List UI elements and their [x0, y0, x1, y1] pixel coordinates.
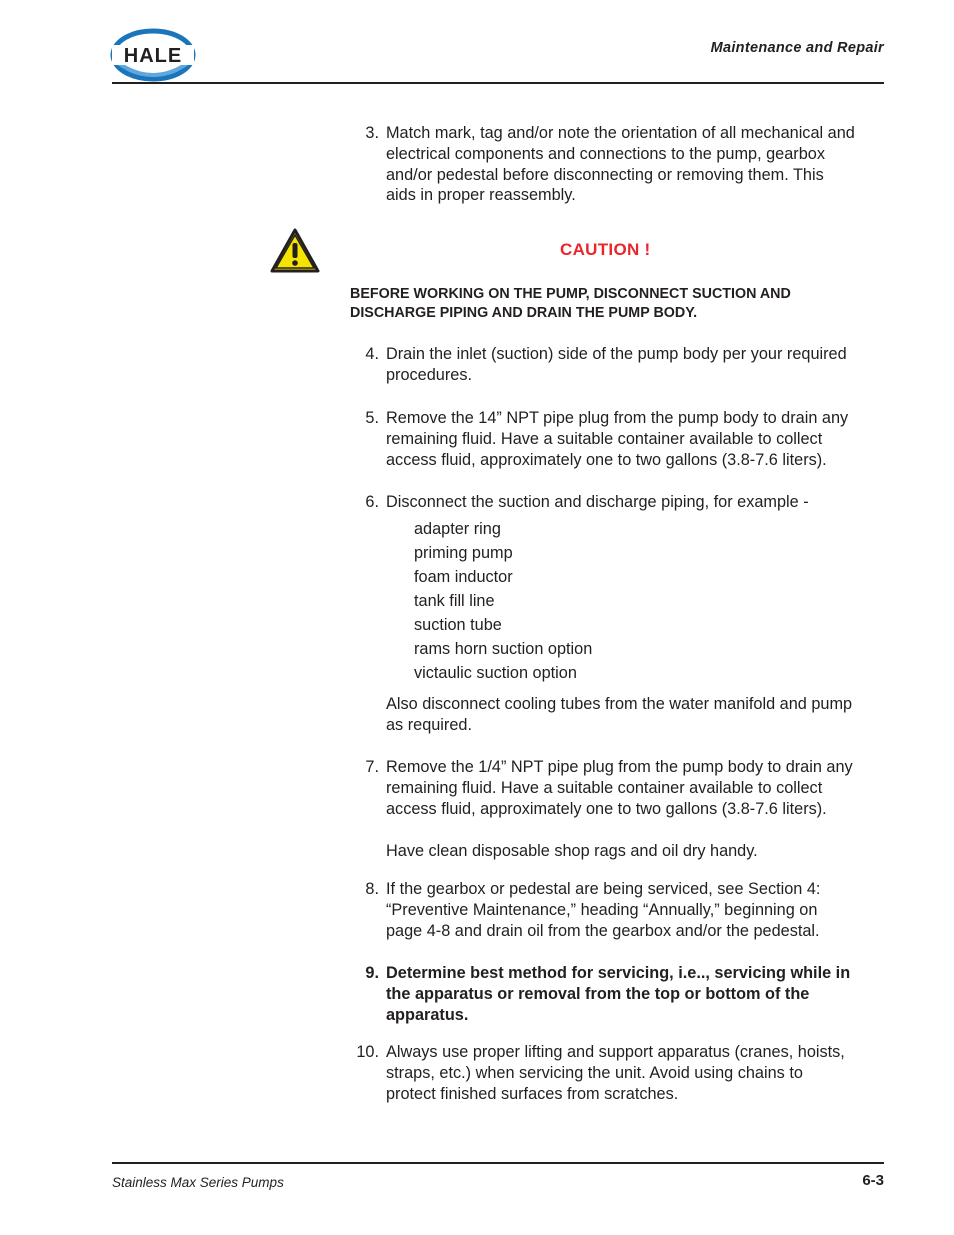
caution-title: CAUTION ! — [560, 240, 651, 259]
step-line: the apparatus or removal from the top or bottom of the — [386, 984, 810, 1003]
footer-rule — [112, 1162, 884, 1164]
list-item: victaulic suction option — [414, 664, 577, 682]
step-line: Determine best method for servicing, i.e.., servicing while in — [386, 964, 851, 982]
step-line: “Preventive Maintenance,” heading “Annually,” beginning on — [386, 900, 818, 919]
step-9 — [365, 963, 886, 1025]
caution-line: BEFORE WORKING ON THE PUMP, DISCONNECT SUCTION AND — [350, 286, 791, 302]
step-number: 10. — [356, 1043, 379, 1061]
hale-logo — [110, 27, 196, 83]
step-3 — [365, 123, 886, 206]
step-4 — [365, 344, 886, 386]
step-number: 6. — [365, 493, 379, 511]
caution-line: DISCHARGE PIPING AND DRAIN THE PUMP BODY. — [350, 305, 698, 321]
list-item: suction tube — [414, 616, 502, 634]
step-line: page 4-8 and drain oil from the gearbox and/or the pedestal. — [386, 921, 820, 940]
piping-list — [414, 517, 592, 685]
step-line: and/or pedestal before disconnecting or removing them. This — [386, 165, 824, 184]
step-line: Drain the inlet (suction) side of the pump body per your required — [386, 345, 847, 363]
caution-text — [350, 285, 870, 323]
step-line: Match mark, tag and/or note the orientation of all mechanical and — [386, 124, 855, 142]
step-number: 7. — [365, 758, 379, 776]
step-7 — [365, 757, 886, 819]
list-item: foam inductor — [414, 568, 513, 586]
step-line: Remove the 1/4” NPT pipe plug from the pump body to drain any — [386, 758, 853, 776]
step-number: 8. — [365, 880, 379, 898]
step-5 — [365, 408, 886, 470]
step-line: protect finished surfaces from scratches. — [386, 1084, 679, 1103]
step-line: remaining fluid. Have a suitable container available to collect — [386, 429, 823, 448]
step-line: access fluid, approximately one to two gallons (3.8-7.6 liters). — [386, 799, 827, 818]
note-line: as required. — [386, 715, 472, 734]
step-line: electrical components and connections to the pump, gearbox — [386, 144, 825, 163]
step-number: 4. — [365, 345, 379, 363]
step-line: remaining fluid. Have a suitable container available to collect — [386, 778, 823, 797]
step-line: procedures. — [386, 365, 472, 384]
list-item: adapter ring — [414, 520, 501, 538]
step-line: apparatus. — [386, 1005, 469, 1024]
step-line: straps, etc.) when servicing the unit. Avoid using chains to — [386, 1063, 803, 1082]
step-8 — [365, 879, 886, 941]
step-line: If the gearbox or pedestal are being serviced, see Section 4: — [386, 880, 821, 898]
step-number: 9. — [365, 964, 379, 982]
step-6 — [365, 492, 886, 513]
list-item: tank fill line — [414, 592, 495, 610]
header-rule — [112, 82, 884, 84]
step-line: access fluid, approximately one to two gallons (3.8-7.6 liters). — [386, 450, 827, 469]
warning-triangle-icon — [270, 228, 320, 274]
step-7-note: Have clean disposable shop rags and oil dry handy. — [386, 842, 758, 860]
step-line: Always use proper lifting and support apparatus (cranes, hoists, — [386, 1043, 845, 1061]
step-6-note — [386, 694, 886, 736]
header-section-title: Maintenance and Repair — [710, 40, 884, 56]
note-line: Also disconnect cooling tubes from the water manifold and pump — [386, 695, 853, 713]
logo-text: HALE — [123, 45, 183, 67]
page-number: 6-3 — [862, 1172, 884, 1189]
step-line: aids in proper reassembly. — [386, 186, 576, 205]
step-number: 5. — [365, 409, 379, 427]
step-line: Remove the 14” NPT pipe plug from the pump body to drain any — [386, 409, 849, 427]
step-line: Disconnect the suction and discharge piping, for example - — [386, 493, 809, 511]
step-10 — [356, 1042, 886, 1104]
step-number: 3. — [365, 124, 379, 142]
list-item: priming pump — [414, 544, 513, 562]
footer-title: Stainless Max Series Pumps — [112, 1175, 284, 1190]
list-item: rams horn suction option — [414, 640, 593, 658]
